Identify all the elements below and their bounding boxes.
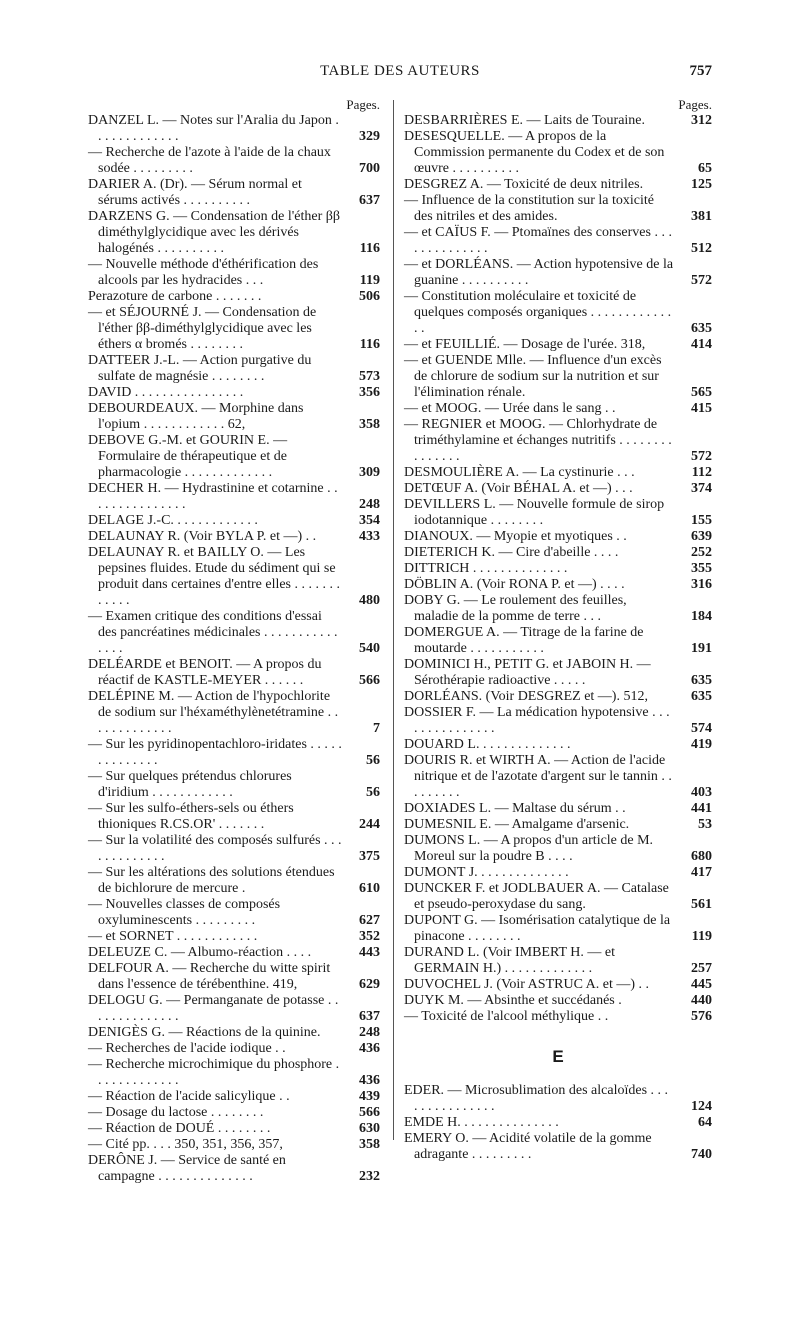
entry-pages: 506 <box>359 289 380 304</box>
entry-pages: 443 <box>359 945 380 960</box>
entry-pages: 680 <box>691 849 712 864</box>
index-entry <box>404 657 712 689</box>
entry-text: — Sur les pyridinopentachloro-iridates . . . . . . . . . . . . . . <box>88 737 342 768</box>
entry-pages: 7 <box>373 721 380 736</box>
entry-pages: 309 <box>359 465 380 480</box>
index-entry <box>88 529 380 545</box>
entry-pages: 248 <box>359 1025 380 1040</box>
entry-text: — Réaction de l'acide salicylique . . <box>88 1089 290 1104</box>
entry-pages: 627 <box>359 913 380 928</box>
index-entry <box>88 401 380 433</box>
entry-pages: 358 <box>359 417 380 432</box>
entry-text: DOURIS R. et WIRTH A. — Action de l'acide nitrique et de l'azotate d'argent sur le tannin . . . . . . . . . <box>404 753 672 800</box>
entry-pages: 403 <box>691 785 712 800</box>
entry-pages: 419 <box>691 737 712 752</box>
index-entry <box>88 1121 380 1137</box>
index-entry <box>404 625 712 657</box>
entry-text: — et MOOG. — Urée dans le sang . . <box>404 401 616 416</box>
entry-text: DIETERICH K. — Cire d'abeille . . . . <box>404 545 619 560</box>
entry-text: DUPONT G. — Isomérisation catalytique de la pinacone . . . . . . . . <box>404 913 671 944</box>
index-entry <box>88 353 380 385</box>
index-entry <box>404 225 712 257</box>
entry-pages: 637 <box>359 193 380 208</box>
entry-pages: 635 <box>691 689 712 704</box>
entry-pages: 316 <box>691 577 712 592</box>
index-entry <box>404 417 712 465</box>
entry-text: — Constitution moléculaire et toxicité de quelques composés organiques . . . . . . . . . . . . . . <box>404 289 672 336</box>
entry-pages: 53 <box>698 817 712 832</box>
entry-pages: 56 <box>366 785 380 800</box>
entry-text: — Recherches de l'acide iodique . . <box>88 1041 286 1056</box>
entry-pages: 354 <box>359 513 380 528</box>
entry-text: DELOGU G. — Permanganate de potasse . . . . . . . . . . . . . . <box>88 993 339 1024</box>
index-entry <box>404 705 712 737</box>
entry-pages: 119 <box>359 273 380 288</box>
index-entry <box>88 305 380 353</box>
index-entry <box>404 529 712 545</box>
entry-text: DOUARD L. . . . . . . . . . . . . . <box>404 737 571 752</box>
index-entry <box>88 209 380 257</box>
entry-pages: 439 <box>359 1089 380 1104</box>
entry-text: DESMOULIÈRE A. — La cystinurie . . . <box>404 465 635 480</box>
index-entry <box>404 593 712 625</box>
entry-text: DOSSIER F. — La médication hypotensive . . . . . . . . . . . . . . . <box>404 705 670 736</box>
entry-text: DERÔNE J. — Service de santé en campagne . . . . . . . . . . . . . . <box>88 1153 286 1184</box>
entry-pages: 191 <box>691 641 712 656</box>
entry-text: DUMONS L. — A propos d'un article de M. Moreul sur la poudre B . . . . <box>404 833 654 864</box>
entry-text: DEBOURDEAUX. — Morphine dans l'opium . . . . . . . . . . . . 62, <box>88 401 304 432</box>
left-column <box>88 97 380 1185</box>
entry-text: DESESQUELLE. — A propos de la Commission permanente du Codex et de son œuvre . . . . . . . . . . <box>404 129 665 176</box>
entry-pages: 740 <box>691 1147 712 1162</box>
index-entry <box>88 145 380 177</box>
entry-text: — Sur la volatilité des composés sulfurés . . . . . . . . . . . . . <box>88 833 342 864</box>
entry-pages: 572 <box>691 449 712 464</box>
entry-text: Perazoture de carbone . . . . . . . <box>88 289 262 304</box>
index-entry <box>404 1115 712 1131</box>
entry-text: DUNCKER F. et JODLBAUER A. — Catalase et pseudo-peroxydase du sang. <box>404 881 669 912</box>
index-entry <box>404 113 712 129</box>
entry-text: DOBY G. — Le roulement des feuilles, maladie de la pomme de terre . . . <box>404 593 627 624</box>
entry-pages: 566 <box>359 1105 380 1120</box>
index-entry <box>88 657 380 689</box>
index-entry <box>404 545 712 561</box>
entry-text: — Nouvelle méthode d'éthérification des alcools par les hydracides . . . <box>88 257 319 288</box>
entry-text: DURAND L. (Voir IMBERT H. — et GERMAIN H.) . . . . . . . . . . . . . <box>404 945 615 976</box>
entry-pages: 700 <box>359 161 380 176</box>
index-entry <box>404 737 712 753</box>
entry-text: — et SORNET . . . . . . . . . . . . <box>88 929 258 944</box>
entry-text: — et CAÏUS F. — Ptomaïnes des conserves . . . . . . . . . . . . . . <box>404 225 672 256</box>
index-entry <box>88 545 380 609</box>
entry-pages: 248 <box>359 497 380 512</box>
entry-pages: 639 <box>691 529 712 544</box>
entry-text: DELEUZE C. — Albumo-réaction . . . . <box>88 945 312 960</box>
entry-text: DUMESNIL E. — Amalgame d'arsenic. <box>404 817 630 832</box>
entry-pages: 375 <box>359 849 380 864</box>
right-entry-list-e <box>404 1083 712 1163</box>
index-entry <box>404 257 712 289</box>
entry-pages: 574 <box>691 721 712 736</box>
entry-text: — Sur les sulfo-éthers-sels ou éthers thioniques R.CS.OR' . . . . . . . <box>88 801 294 832</box>
entry-text: EMERY O. — Acidité volatile de la gomme adragante . . . . . . . . . <box>404 1131 652 1162</box>
index-entry <box>88 689 380 737</box>
entry-text: DARIER A. (Dr). — Sérum normal et sérums activés . . . . . . . . . . <box>88 177 302 208</box>
entry-pages: 64 <box>698 1115 712 1130</box>
entry-pages: 184 <box>691 609 712 624</box>
entry-pages: 561 <box>691 897 712 912</box>
entry-text: DORLÉANS. (Voir DESGREZ et —). 512, <box>404 689 648 704</box>
index-entry <box>404 945 712 977</box>
entry-pages: 155 <box>691 513 712 528</box>
index-entry <box>88 1105 380 1121</box>
entry-text: DIANOUX. — Myopie et myotiques . . <box>404 529 627 544</box>
index-entry <box>88 385 380 401</box>
entry-pages: 355 <box>691 561 712 576</box>
entry-pages: 112 <box>691 465 712 480</box>
entry-text: — Examen critique des conditions d'essai des pancréatines médicinales . . . . . . . . . . . . . . . <box>88 609 338 656</box>
entry-pages: 610 <box>359 881 380 896</box>
index-entry <box>404 689 712 705</box>
entry-pages: 637 <box>359 1009 380 1024</box>
index-entry <box>404 993 712 1009</box>
entry-pages: 440 <box>691 993 712 1008</box>
index-entry <box>404 561 712 577</box>
entry-text: DELÉARDE et BENOIT. — A propos du réactif de KASTLE-MEYER . . . . . . <box>88 657 322 688</box>
index-entry <box>88 1089 380 1105</box>
entry-pages: 124 <box>691 1099 712 1114</box>
entry-pages: 414 <box>691 337 712 352</box>
entry-pages: 635 <box>691 673 712 688</box>
index-entry <box>88 737 380 769</box>
entry-pages: 441 <box>691 801 712 816</box>
index-entry <box>88 433 380 481</box>
index-entry <box>404 465 712 481</box>
entry-pages: 417 <box>691 865 712 880</box>
entry-text: DOMINICI H., PETIT G. et JABOIN H. — Sérothérapie radioactive . . . . . <box>404 657 651 688</box>
entry-pages: 480 <box>359 593 380 608</box>
entry-pages: 629 <box>359 977 380 992</box>
entry-text: — Influence de la constitution sur la toxicité des nitriles et des amides. <box>404 193 654 224</box>
left-entry-list <box>88 113 380 1185</box>
entry-pages: 232 <box>359 1169 380 1184</box>
entry-pages: 635 <box>691 321 712 336</box>
index-entry <box>404 577 712 593</box>
index-entry <box>404 481 712 497</box>
right-entry-list <box>404 113 712 1025</box>
entry-pages: 381 <box>691 209 712 224</box>
index-entry <box>88 289 380 305</box>
index-entry <box>88 929 380 945</box>
entry-text: DUYK M. — Absinthe et succédanés . <box>404 993 622 1008</box>
index-entry <box>88 801 380 833</box>
entry-pages: 312 <box>691 113 712 128</box>
index-entry <box>404 881 712 913</box>
index-entry <box>88 113 380 145</box>
entry-text: — Recherche microchimique du phosphore . . . . . . . . . . . . . <box>88 1057 340 1088</box>
index-entry <box>404 801 712 817</box>
entry-pages: 244 <box>359 817 380 832</box>
index-entry <box>88 833 380 865</box>
entry-text: DELFOUR A. — Recherche du witte spirit dans l'essence de térébenthine. 419, <box>88 961 331 992</box>
entry-text: DENIGÈS G. — Réactions de la quinine. <box>88 1025 321 1040</box>
entry-text: DESGREZ A. — Toxicité de deux nitriles. <box>404 177 644 192</box>
index-entry <box>88 513 380 529</box>
index-entry <box>88 1057 380 1089</box>
index-entry <box>88 481 380 513</box>
entry-text: DECHER H. — Hydrastinine et cotarnine . . . . . . . . . . . . . . . <box>88 481 338 512</box>
section-letter-e: E <box>552 1047 564 1066</box>
entry-pages: 540 <box>359 641 380 656</box>
entry-text: DELAUNAY R. et BAILLY O. — Les pepsines fluides. Etude du sédiment qui se produit dans certaines d'entre elles . . . . . . . . . . . . <box>88 545 341 608</box>
index-entry <box>404 833 712 865</box>
entry-pages: 119 <box>691 929 712 944</box>
entry-text: — Cité pp. . . . 350, 351, 356, 357, <box>88 1137 283 1152</box>
entry-pages: 116 <box>359 241 380 256</box>
entry-text: EMDE H. . . . . . . . . . . . . . . <box>404 1115 559 1130</box>
entry-text: — et SÉJOURNÉ J. — Condensation de l'éther ββ-diméthylglycidique avec les éthers α bromés . . . . . . . . <box>88 305 317 352</box>
index-entry <box>404 129 712 177</box>
entry-pages: 257 <box>691 961 712 976</box>
entry-text: DELAUNAY R. (Voir BYLA P. et —) . . <box>88 529 317 544</box>
entry-text: — et DORLÉANS. — Action hypotensive de la guanine . . . . . . . . . . <box>404 257 674 288</box>
index-entry <box>88 865 380 897</box>
page-number: 757 <box>689 63 712 79</box>
index-entry <box>404 913 712 945</box>
entry-text: EDER. — Microsublimation des alcaloïdes . . . . . . . . . . . . . . . <box>404 1083 669 1114</box>
entry-text: DOXIADES L. — Maltase du sérum . . <box>404 801 626 816</box>
entry-text: DOMERGUE A. — Titrage de la farine de moutarde . . . . . . . . . . . <box>404 625 644 656</box>
index-entry <box>404 401 712 417</box>
entry-text: DUMONT J. . . . . . . . . . . . . . <box>404 865 569 880</box>
index-entry <box>404 289 712 337</box>
entry-text: — Recherche de l'azote à l'aide de la chaux sodée . . . . . . . . . <box>88 145 331 176</box>
index-entry <box>88 993 380 1025</box>
index-entry <box>404 353 712 401</box>
entry-text: — REGNIER et MOOG. — Chlorhydrate de triméthylamine et échanges nutritifs . . . . . . . . . . . . . . . <box>404 417 672 464</box>
entry-pages: 565 <box>691 385 712 400</box>
index-entry <box>88 897 380 929</box>
entry-text: — et FEUILLIÉ. — Dosage de l'urée. 318, <box>404 337 646 352</box>
entry-text: — Dosage du lactose . . . . . . . . <box>88 1105 264 1120</box>
entry-text: DUVOCHEL J. (Voir ASTRUC A. et —) . . <box>404 977 650 992</box>
entry-pages: 433 <box>359 529 380 544</box>
entry-pages: 358 <box>359 1137 380 1152</box>
running-title: TABLE DES AUTEURS <box>320 63 480 79</box>
column-divider <box>393 100 394 1140</box>
entry-pages: 576 <box>691 1009 712 1024</box>
entry-text: DITTRICH . . . . . . . . . . . . . . <box>404 561 568 576</box>
entry-pages: 436 <box>359 1041 380 1056</box>
index-entry <box>404 177 712 193</box>
pages-heading-left: Pages. <box>346 97 380 112</box>
entry-text: — et GUENDE Mlle. — Influence d'un excès de chlorure de sodium sur la nutrition et sur l'élimination rénale. <box>404 353 662 400</box>
entry-pages: 445 <box>691 977 712 992</box>
index-entry <box>88 1137 380 1153</box>
index-entry <box>88 609 380 657</box>
pages-heading-right: Pages. <box>678 97 712 112</box>
entry-pages: 356 <box>359 385 380 400</box>
index-entry <box>404 1131 712 1163</box>
index-entry <box>404 1009 712 1025</box>
index-entry <box>88 961 380 993</box>
entry-text: DATTEER J.-L. — Action purgative du sulfate de magnésie . . . . . . . . <box>88 353 312 384</box>
entry-pages: 352 <box>359 929 380 944</box>
entry-text: DESBARRIÈRES E. — Laits de Touraine. <box>404 113 646 128</box>
entry-pages: 116 <box>359 337 380 352</box>
index-entry <box>404 865 712 881</box>
entry-pages: 252 <box>691 545 712 560</box>
entry-text: DELÉPINE M. — Action de l'hypochlorite de sodium sur l'héxaméthylènetétramine . . . . . . . . . . . . . <box>88 689 339 736</box>
entry-pages: 436 <box>359 1073 380 1088</box>
index-entry <box>404 817 712 833</box>
entry-text: — Réaction de DOUÉ . . . . . . . . <box>88 1121 271 1136</box>
entry-text: DARZENS G. — Condensation de l'éther ββ diméthylglycidique avec les dérivés halogénés . . . . . . . . . . <box>88 209 341 256</box>
index-entry <box>88 1153 380 1185</box>
entry-pages: 329 <box>359 129 380 144</box>
entry-text: — Nouvelles classes de composés oxyluminescents . . . . . . . . . <box>88 897 281 928</box>
entry-text: DEBOVE G.-M. et GOURIN E. — Formulaire de thérapeutique et de pharmacologie . . . . . . . . . . . . . <box>88 433 288 480</box>
right-column <box>404 97 712 1163</box>
entry-text: — Sur les altérations des solutions étendues de bichlorure de mercure . <box>88 865 335 896</box>
entry-pages: 573 <box>359 369 380 384</box>
entry-text: DELAGE J.-C. . . . . . . . . . . . . <box>88 513 258 528</box>
entry-pages: 415 <box>691 401 712 416</box>
entry-text: — Sur quelques prétendus chlorures d'iridium . . . . . . . . . . . . <box>88 769 292 800</box>
entry-text: DAVID . . . . . . . . . . . . . . . . <box>88 385 244 400</box>
entry-pages: 566 <box>359 673 380 688</box>
index-entry <box>404 753 712 801</box>
index-entry <box>88 177 380 209</box>
entry-text: DETŒUF A. (Voir BÉHAL A. et —) . . . <box>404 481 633 496</box>
index-entry <box>404 497 712 529</box>
index-entry <box>88 945 380 961</box>
entry-pages: 125 <box>691 177 712 192</box>
entry-pages: 512 <box>691 241 712 256</box>
entry-text: DEVILLERS L. — Nouvelle formule de sirop iodotannique . . . . . . . . <box>404 497 665 528</box>
entry-pages: 374 <box>691 481 712 496</box>
entry-pages: 630 <box>359 1121 380 1136</box>
index-entry <box>404 337 712 353</box>
index-entry <box>88 1041 380 1057</box>
entry-text: DÖBLIN A. (Voir RONA P. et —) . . . . <box>404 577 625 592</box>
index-entry <box>404 1083 712 1115</box>
index-entry <box>88 769 380 801</box>
entry-pages: 572 <box>691 273 712 288</box>
entry-pages: 56 <box>366 753 380 768</box>
index-entry <box>404 977 712 993</box>
index-entry <box>404 193 712 225</box>
entry-text: DANZEL L. — Notes sur l'Aralia du Japon . . . . . . . . . . . . . <box>88 113 339 144</box>
index-entry <box>88 1025 380 1041</box>
index-entry <box>88 257 380 289</box>
entry-text: — Toxicité de l'alcool méthylique . . <box>404 1009 609 1024</box>
entry-pages: 65 <box>698 161 712 176</box>
